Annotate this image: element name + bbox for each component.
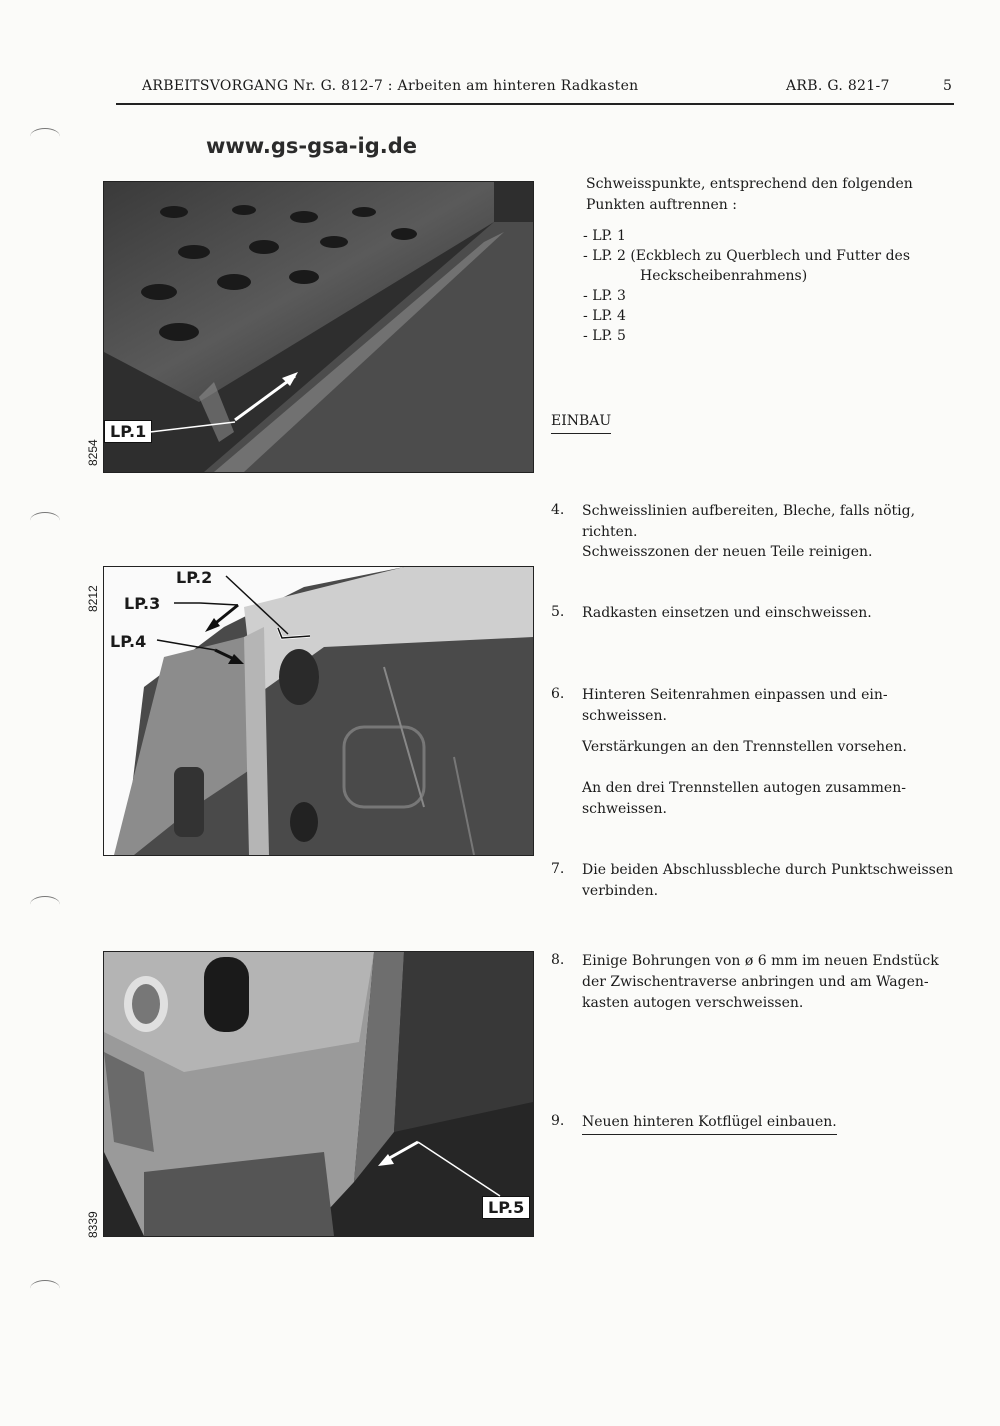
step-7-line-2: verbinden. <box>582 883 659 899</box>
step-number: 9. <box>551 1113 565 1129</box>
list-bullet: - <box>583 288 588 304</box>
intro-line-1: Schweisspunkte, entsprechend den folgenden <box>586 176 913 192</box>
figure-number: 8212 <box>86 585 100 612</box>
list-item-lp2-continuation: Heckscheibenrahmens) <box>640 268 808 284</box>
step-8-line-1: Einige Bohrungen von ø 6 mm im neuen Endstück <box>582 953 939 969</box>
list-label: LP. 3 <box>592 288 626 304</box>
figure-number: 8339 <box>86 1211 100 1238</box>
page-number: 5 <box>943 78 953 94</box>
step-number: 4. <box>551 502 565 518</box>
step-number: 6. <box>551 686 565 702</box>
list-bullet: - <box>583 248 588 264</box>
list-label: LP. 5 <box>592 328 626 344</box>
callout-lp2: LP.2 <box>176 568 213 587</box>
list-label: LP. 2 <box>592 248 626 264</box>
step-5-line-1: Radkasten einsetzen und einschweissen. <box>582 605 872 621</box>
step-6-para-3-line-2: schweissen. <box>582 801 667 817</box>
list-label: LP. 4 <box>592 308 626 324</box>
list-item-lp3 <box>583 286 626 307</box>
list-item-lp4 <box>583 306 626 327</box>
step-6-para-2: Verstärkungen an den Trennstellen vorsehen. <box>582 739 907 755</box>
intro-line-2: Punkten auftrennen : <box>586 197 737 213</box>
list-bullet: - <box>583 228 588 244</box>
step-9-line-1: Neuen hinteren Kotflügel einbauen. <box>582 1112 837 1135</box>
watermark-url: www.gs-gsa-ig.de <box>206 134 417 158</box>
step-number: 8. <box>551 952 565 968</box>
callout-lp3: LP.3 <box>124 594 161 613</box>
section-heading-einbau: EINBAU <box>551 411 611 434</box>
step-8-line-3: kasten autogen verschweissen. <box>582 995 804 1011</box>
step-number: 7. <box>551 861 565 877</box>
callout-lp1: LP.1 <box>104 420 152 443</box>
step-4-line-1: Schweisslinien aufbereiten, Bleche, falls nötig, <box>582 503 916 519</box>
step-7-line-1: Die beiden Abschlussbleche durch Punktschweissen <box>582 862 954 878</box>
step-4-line-3: Schweisszonen der neuen Teile reinigen. <box>582 544 873 560</box>
step-6-line-1: Hinteren Seitenrahmen einpassen und ein- <box>582 687 888 703</box>
step-4-line-2: richten. <box>582 524 638 540</box>
list-bullet: - <box>583 308 588 324</box>
list-text: (Eckblech zu Querblech und Futter des <box>630 248 910 264</box>
list-bullet: - <box>583 328 588 344</box>
header-reference: ARB. G. 821-7 <box>786 78 890 94</box>
figure-number: 8254 <box>86 439 100 466</box>
list-item-lp1 <box>583 226 626 247</box>
callout-lp4: LP.4 <box>110 632 147 651</box>
step-8-line-2: der Zwischentraverse anbringen und am Wagen- <box>582 974 929 990</box>
list-label: LP. 1 <box>592 228 626 244</box>
list-item-lp5 <box>583 326 626 347</box>
step-6-line-2: schweissen. <box>582 708 667 724</box>
callout-lp5: LP.5 <box>482 1196 530 1219</box>
step-6-para-3-line-1: An den drei Trennstellen autogen zusammen- <box>582 780 906 796</box>
step-number: 5. <box>551 604 565 620</box>
list-item-lp2 <box>583 246 910 267</box>
header-title: ARBEITSVORGANG Nr. G. 812-7 : Arbeiten am hinteren Radkasten <box>142 78 639 94</box>
